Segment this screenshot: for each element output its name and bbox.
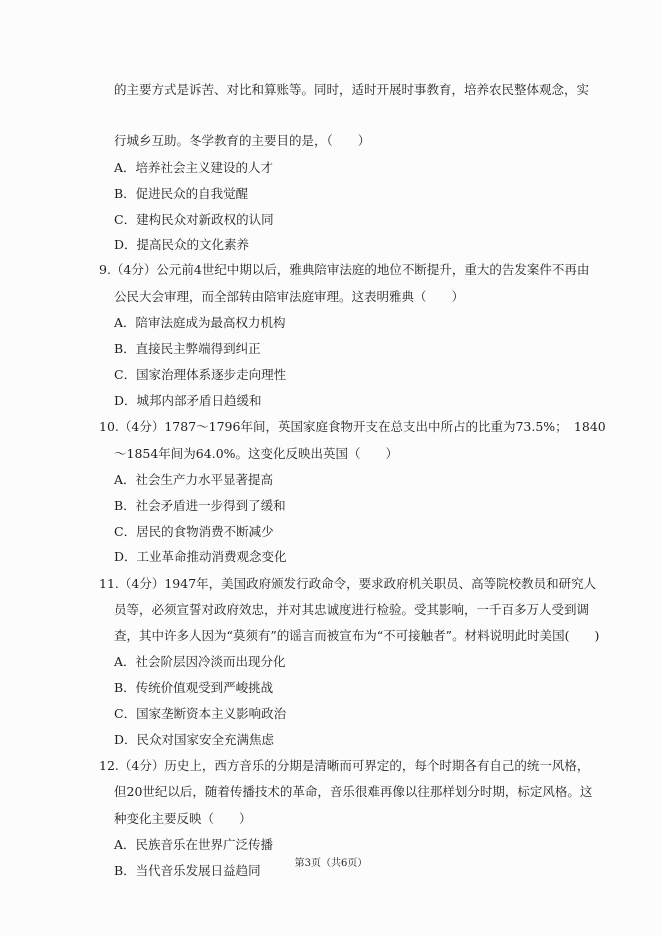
text-line: 种变化主要反映（ ）: [114, 811, 252, 826]
question-stem-line: 12.（4分）历史上，西方音乐的分期是清晰而可界定的，每个时期各有自己的统一风格，: [99, 758, 590, 773]
answer-option: B．促进民众的自我觉醒: [114, 186, 249, 201]
text-line: ～1854年间为64.0%。这变化反映出英国（ ）: [114, 446, 399, 461]
answer-option: A．培养社会主义建设的人才: [114, 160, 274, 175]
text-line: 的主要方式是诉苦、对比和算账等。同时，适时开展时事教育，培养农民整体观念，实: [114, 82, 590, 97]
answer-option: D．提高民众的文化素养: [114, 237, 250, 252]
text-line: 查，其中许多人因为“莫须有”的谣言而被宣布为“不可接触者”。材料说明此时美国( ): [114, 628, 600, 643]
page-footer: 第3页（共6页）: [294, 858, 368, 869]
answer-option: C．居民的食物消费不断减少: [114, 524, 274, 539]
answer-option: A．民族音乐在世界广泛传播: [114, 837, 274, 852]
answer-option: A．社会阶层因冷淡而出现分化: [114, 654, 286, 669]
answer-option: A．陪审法庭成为最高权力机构: [114, 315, 286, 330]
question-stem-line: 11.（4分）1947年，美国政府颁发行政命令，要求政府机关职员、高等院校教员和研究人: [99, 576, 597, 591]
text-line: 员等，必须宣誓对政府效忠，并对其忠诚度进行检验。受其影响，一千百多万人受到调: [114, 602, 590, 617]
question-stem-line: 9.（4分）公元前4世纪中期以后，雅典陪审法庭的地位不断提升，重大的告发案件不再由: [99, 262, 590, 277]
answer-option: B．当代音乐发展日益趋同: [114, 863, 261, 878]
answer-option: B．社会矛盾进一步得到了缓和: [114, 498, 286, 513]
answer-option: D．城邦内部矛盾日趋缓和: [114, 393, 262, 408]
answer-option: A．社会生产力水平显著提高: [114, 472, 274, 487]
answer-option: D．工业革命推动消费观念变化: [114, 549, 287, 564]
question-stem-line: 10.（4分）1787～1796年间，英国家庭食物开支在总支出中所占的比重为73.5%； 1840: [99, 419, 606, 434]
answer-option: C．建构民众对新政权的认同: [114, 212, 274, 227]
answer-option: C．国家治理体系逐步走向理性: [114, 367, 287, 382]
answer-option: B．传统价值观受到严峻挑战: [114, 680, 274, 695]
text-line: 行城乡互助。冬学教育的主要目的是，（ ）: [114, 133, 371, 148]
answer-option: B．直接民主弊端得到纠正: [114, 341, 261, 356]
text-line: 公民大会审理，而全部转由陪审法庭审理。这表明雅典（ ）: [114, 289, 465, 304]
text-line: 但20世纪以后，随着传播技术的革命，音乐很难再像以往那样划分时期，标定风格。这: [114, 784, 593, 799]
answer-option: C．国家垄断资本主义影响政治: [114, 706, 287, 721]
answer-option: D．民众对国家安全充满焦虑: [114, 732, 275, 747]
